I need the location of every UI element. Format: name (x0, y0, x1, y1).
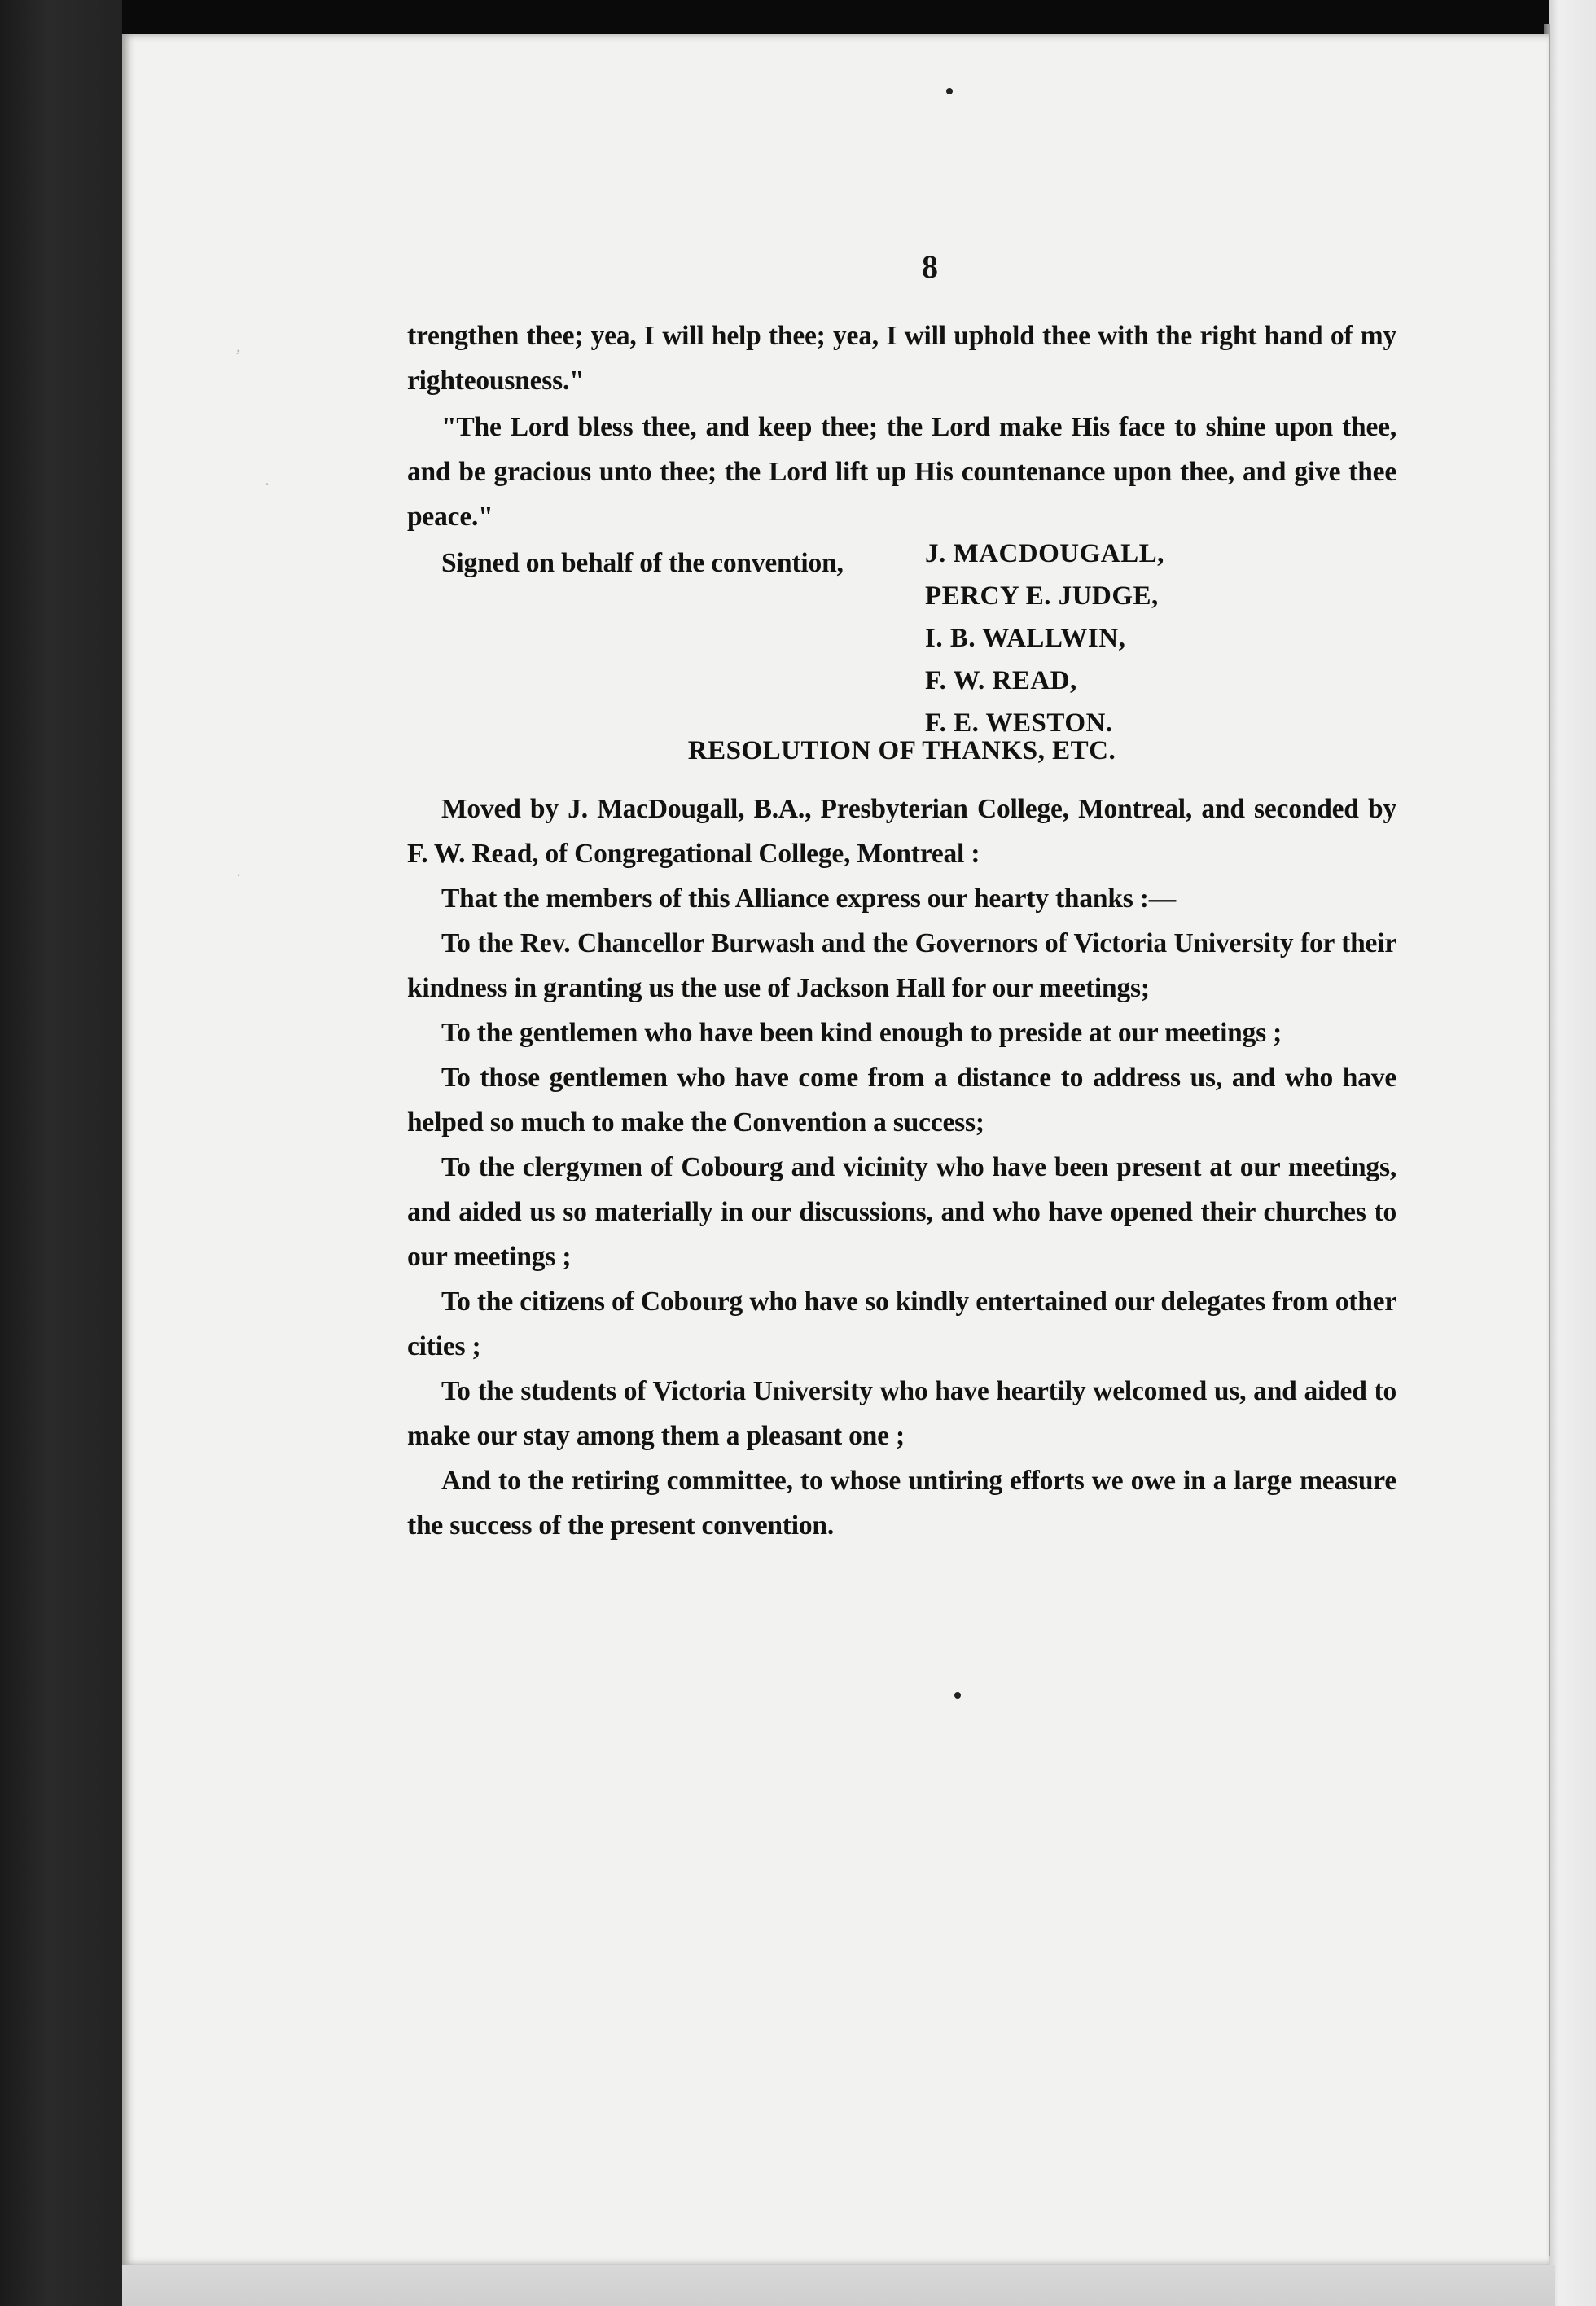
print-dot (946, 88, 953, 94)
signatory: J. MACDOUGALL, (925, 539, 1164, 568)
resolution-paragraph: To the Rev. Chancellor Burwash and the Governors of Victoria University for their kindness in granting us the use of Jackson Hall for our meetings; (407, 928, 1396, 1003)
scanner-right-edge (1549, 0, 1596, 2306)
resolution-paragraph: And to the retiring committee, to whose untiring efforts we owe in a large measure the success of the present convention. (407, 1466, 1396, 1541)
page-number: 8 (922, 248, 938, 285)
resolution-paragraph: Moved by J. MacDougall, B.A., Presbyterian College, Montreal, and seconded by F. W. Read, of Congregational College, Montreal : (407, 794, 1396, 869)
resolution-heading: RESOLUTION OF THANKS, ETC. (687, 736, 1116, 765)
resolution-paragraph: To the clergymen of Cobourg and vicinity who have been present at our meetings, and aided us so materially in our discussions, and who have opened their churches to our meetings ; (407, 1152, 1396, 1272)
resolution-paragraph: To the citizens of Cobourg who have so kindly entertained our delegates from other cities ; (407, 1287, 1396, 1361)
signed-line: Signed on behalf of the convention, (441, 548, 844, 578)
resolution-body (407, 787, 1396, 1548)
resolution-paragraph: To the gentlemen who have been kind enough to preside at our meetings ; (441, 1018, 1282, 1048)
margin-mark: · (265, 474, 270, 494)
signatory: F. W. READ, (925, 666, 1077, 695)
scanner-top-edge (0, 0, 1596, 34)
signatory: I. B. WALLWIN, (925, 624, 1126, 653)
scanner-left-edge (0, 0, 122, 2306)
top-text-block (407, 313, 1396, 585)
margin-mark: · (236, 865, 241, 885)
signatory: PERCY E. JUDGE, (925, 581, 1159, 611)
scanner-bottom-edge (122, 2265, 1555, 2306)
resolution-paragraph: That the members of this Alliance express our hearty thanks :— (441, 883, 1177, 914)
resolution-paragraph: To those gentlemen who have come from a distance to address us, and who have helped so much to make the Convention a success; (407, 1063, 1396, 1138)
resolution-paragraph: To the students of Victoria University who have heartily welcomed us, and aided to make our stay among them a pleasant one ; (407, 1376, 1396, 1451)
signatories-list (925, 533, 1164, 744)
signatory: F. E. WESTON. (925, 708, 1113, 738)
margin-mark: , (236, 335, 241, 356)
print-dot (954, 1692, 961, 1699)
benediction-paragraph: "The Lord bless thee, and keep thee; the Lord make His face to shine upon thee, and be gracious unto thee; the Lord lift up His countenance upon thee, and give thee peace." (407, 412, 1396, 532)
quote-continuation: trengthen thee; yea, I will help thee; yea, I will uphold thee with the right hand of my righteousness." (407, 321, 1396, 396)
